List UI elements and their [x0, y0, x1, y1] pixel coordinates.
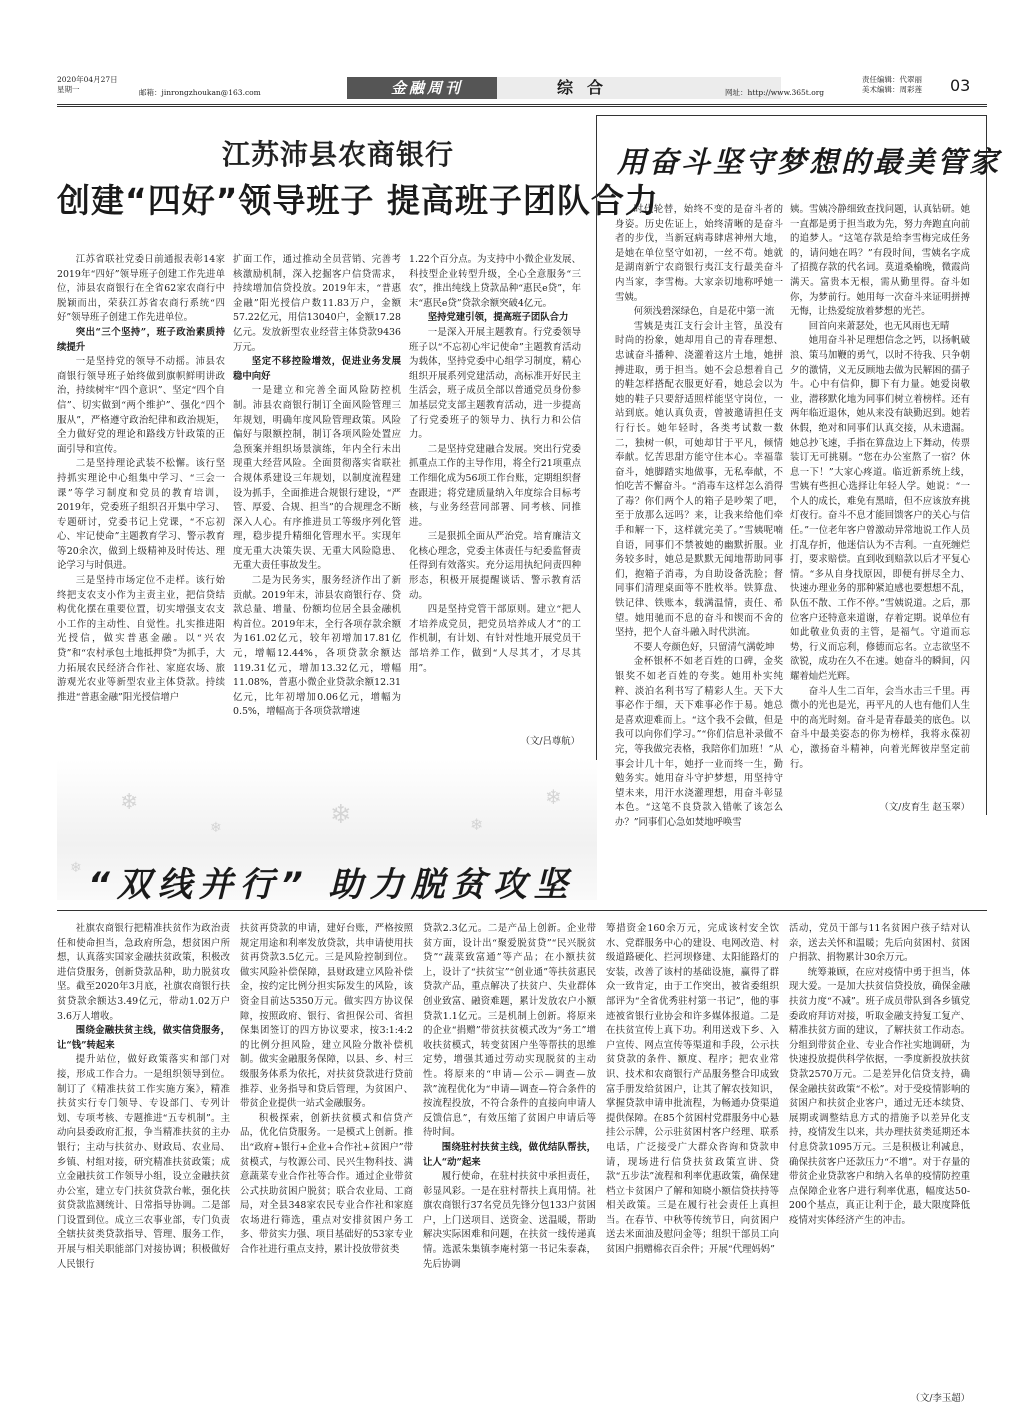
paragraph: 雪姨是夷江支行会计主管，虽没有时尚的扮象，她却用自己的青春理想、忠诚奋斗播种、浇灌着这片土地，她拼搏进取，勇于担当。她不会总想着自己的鞋怎样搭配衣服更好看，她总会以为她的鞋子只要舒适照样能坚守岗位，一站到底。她认真负责，曾被邀请担任支行行长。她年轻时，各类考试数一数二，独树一帜，可她却甘于平凡，倾情奉献。忆苦思甜方能守住本心。幸福靠奋斗，她脚踏实地做事，无私奉献，不怕吃苦不懈奋斗。“消毒车这样怎么消得了毒？你们两个人的箱子是吵架了吧，至于放那么远吗？来，让我来给他们牵手和解一下，这样就完美了。”雪姨呢喃自语，同事们不禁被她的幽默折服。业务较多时，她总是默默无闻地帮助同事们，抱箱子消毒，为自助设备洗脸；督同事们清理桌面等不胜枚举。铁算盘、铁记律、铁账本，载满温情，责任、希望。她用驰而不息的奋斗和锲而不舍的坚持，把个人奋斗融入时代洪流。 [615, 320, 783, 639]
website-text: 网址：http://www.365t.org [725, 88, 825, 97]
paragraph: 一是坚持党的领导不动摇。沛县农商银行领导班子始终做到旗帜鲜明讲政治，持续树牢“四个意识”、坚定“四个自信”、切实做到“两个维护”、强化“四个服从”，严格遵守政治纪律和政治规矩，全力做好党的理论和路线方针政策的正面引导和宣传。 [57, 356, 225, 455]
paragraph: 三是坚持市场定位不走样。该行始终把支农支小作为主责主业，把信贷结构优化摆在重要位置，切实增强支农支小工作的主动性、自觉性。扎实推进阳光授信，做实普惠金融。以“兴农贷”和“农村承包土地抵押贷”为抓手，大力拓展农民经济合作社、家庭农场、旅游观光农业等新型农业主体贷款。持续推进“普惠金融”阳光授信增户 [57, 575, 225, 703]
subheading: 围绕驻村扶贫主线，做优结队帮扶，让人“动”起来 [423, 1141, 596, 1168]
box-border-right [986, 115, 987, 815]
snowflake-icon: ❄ [210, 820, 222, 836]
paragraph: 社旗农商银行把精准扶贫作为政治责任和使命担当，急政府所急，想贫困户所想，认真落实国家金融扶贫政策，积极改进信贷服务，创新贷款品种，助力脱贫攻坚。截至2020年3月底，社旗农商银行扶贫贷款余额达3.49亿元，带动1.02万户3.6万人增收。 [57, 923, 230, 1022]
box-border-top [596, 115, 987, 116]
header-rule [57, 104, 987, 105]
article2-column-2 [790, 203, 970, 772]
paragraph: 扶贫再贷款的申请，建好台账，严格按照规定用途和利率发放贷款，共申请使用扶贫再贷款3.5亿元。三是风险控制到位。做实风险补偿保障，县财政建立风险补偿金，按约定比例分担实际发生的风险，该资金目前达5350万元。做实四方协议保障，按照政府、银行、省担保公司、省担保集团签订的四方协议要求，按3:1:4:2的比例分担风险，建立风险分散补偿机制。做实金融服务保障，以县、乡、村三级服务体系为依托，对扶贫贷款进行贷前推荐、业务指导和贷后管理，为贫困户、带贫企业提供一站式金融服务。 [240, 923, 413, 1110]
subheading: 突出“三个坚持”，班子政治素质持续提升 [57, 326, 225, 353]
paragraph: 回首向来萧瑟处，也无风雨也无晴 [808, 320, 950, 332]
section-title: 综合 [557, 78, 618, 97]
paragraph: 提升站位，做好政策落实和部门对接，形成工作合力。一是组织领导到位。制订了《精准扶贫工作实施方案》，精准扶贫实行专门领导、专设部门、专列计划、专项考核、专题推进“五专机制”。主动向县委政府汇报，争当精准扶贫的主办银行；主动与扶贫办、财政局、农业局、乡镇、村组对接，研究精准扶贫政策；成立金融扶贫工作领导小组，设立金融扶贫办公室，建立专门扶贫贷款台帐，强化扶贫贷款监测统计、日常指导协调。二是部门设置到位。成立三农事业部，专门负责全辖扶贫类贷款指导、管理、服务工作，开展与相关职能部门对接协调；积极做好人民银行 [57, 1054, 230, 1270]
paragraph: 筹措资金160余万元，完成该村安全饮水、党群服务中心的建设、电网改造、村级道路硬化、拦河坝修建、太阳能路灯的安装，改善了该村的基础设施，赢得了群众一致肯定，由于工作突出，被省委组织部评为“全省优秀驻村第一书记”，他的事迹被省银行业协会和许多媒体报道。二是在扶贫宣传上真下功。利用送戏下乡、入户宣传、网点宣传等渠道和手段，公示扶贫贷款的条件、额度、程序；把农业常识、技术和农商银行产品服务整合印成致富手册发给贫困户，让其了解农技知识，掌握贷款申请申批流程，为畅通办贷渠道提供保障。在85个贫困村党群服务中心悬挂公示牌，公示驻贫困村客户经理、联系电话，广泛接受广大群众咨询和贷款申请，现场进行信贷扶贫政策宣讲、贷款“五步法”流程和利率优惠政策，确保建档立卡贫困户了解和知晓小额信贷扶持等相关政策。三是在履行社会责任上真担当。在春节、中秋等传统节日，向贫困户送去米面油及慰问金等；组织干部员工向贫困户捐赠棉衣百余件；开展“代理妈妈” [606, 923, 779, 1256]
paragraph: 积极探索，创新扶贫模式和信贷产品，优化信贷服务。一是模式上创新。推出“政府+银行+企业+合作社+贫困户”带贫模式，与牧源公司、民兴生物科技、满意蔬菜专业合作社等合作。通过企业带贫公式扶助贫困户脱贫；联合农业局、工商局，对全县348家农民专业合作社和家庭农场进行筛选，重点对安排贫困户务工多、带贫实力强、项目基础好的53家专业合作社进行重点支持，累计投放带贫类 [240, 1112, 413, 1256]
article3-title: “双线并行” 助力脱贫攻坚 [88, 865, 575, 905]
weekday-text: 星期一 [57, 85, 80, 94]
paragraph: 姨。雪姨冷静细致查找问题，认真钻研。她一直都是勇于担当敢为先，努力奔跑直向前的追梦人。“这笔存款是给李雪梅完成任务的，请问她在吗？”有段时间，雪姨名字成了招揽存款的代名词。莫道桑榆晚，微霞尚满天。富贵本无根，需从勤里得。奋斗如你，为梦前行。她用每一次奋斗来证明拼搏无悔，让热爱绽放着梦想的光芒。 [790, 204, 970, 318]
article3-column-3 [423, 922, 596, 1272]
article3-column-5 [789, 922, 970, 1228]
date-text: 2020年04月27日 [57, 75, 118, 84]
snowflake-icon: ❄ [470, 815, 484, 834]
article3-column-4 [606, 922, 779, 1258]
paragraph: 贷款2.3亿元。二是产品上创新。企业带贫方面，设计出“聚爱脱贫贷”“民兴脱贫贷”“蔬菜致富通”等产品；在小额扶贫上，设计了“扶贫宝”“创业通”等扶贫惠民贷款产品，重点解决了扶贫户、失业群体创业致富、融资难题，累计发放农户小额贷款1.1亿元。三是机制上创新。将原来的企业“捐赠”带贫扶贫模式改为“务工”增收扶贫模式，转变贫困户坐等帮扶的思维定势，增强其通过劳动实现脱贫的主动性。将原来的“申请—公示—调查—放款”流程优化为“申请—调查—符合条件的按流程投放，不符合条件的直接向申请人反馈信息”，有效压缩了贫困户申请后等待时间。 [423, 923, 596, 1139]
snowflake-icon: ❄ [70, 860, 82, 876]
paragraph: 一是深入开展主题教育。行党委领导班子以“不忘初心牢记使命”主题教育活动为载体，坚持党委中心组学习制度，精心组织开展系列党建活动，高标准开好民主生活会，班子成员全部以普通党员身份参加基层党支部主题教育活动，进一步提高了行党委班子的领导力、执行力和公信力。 [409, 326, 581, 441]
article1-kicker: 江苏沛县农商银行 [222, 138, 455, 171]
article1-column-1 [57, 253, 225, 705]
article3-byline: （文/李玉超） [910, 1393, 970, 1404]
header-rule-thin [57, 106, 987, 107]
paragraph: 金杯银杯不如老百姓的口碑，金奖银奖不如老百姓的夸奖。她用朴实纯粹、淡泊名利书写了精彩人生。天下大事必作于细，天下难事必作于易。她总是喜欢迎难而上。“这个我不会做，但是我可以向你们学习。”“你们信息补录做不完，等我做完表格，我陪你们加班！”从事会计几十年，她抒一业而终一生，勤勉务实。她用奋斗守护梦想，用坚持守望未来，用汗水浇灌理想，用奋斗彰显本色。“这笔不良贷款入错帐了该怎么办？”同事们心急如焚地呼唤雪 [615, 656, 783, 828]
paragraph: 活动，党员干部与11名贫困户孩子结对认亲，送去关怀和温暖；先后向贫困村、贫困户捐款、捐物累计30余万元。 [789, 923, 970, 964]
paragraph: 何须浅碧深绿色，自是花中第一流 [633, 306, 775, 318]
page-header [57, 73, 987, 103]
paragraph: 扩面工作，通过推动全员营销、完善考核激励机制，深入挖掘客户信贷需求，持续增加信贷投放。2019年末，“普惠金融”阳光授信户数11.83万户，金额57.22亿元，用信13040户，金额17.28亿元。发放新型农业经营主体贷款9436万元。 [233, 254, 401, 353]
contact-email: 邮箱：jinrongzhoukan@163.com [139, 88, 261, 97]
paragraph: 二是坚持理论武装不松懈。该行坚持抓实理论中心组集中学习、“三会一课”等学习制度和党员的教育培训，2019年，党委班子组织召开集中学习、专题研讨，党委书记上党课，“不忘初心、牢记使命”主题教育学习、警示教育等20余次，做到上级精神及时传达、理论学习与时俱进。 [57, 458, 225, 572]
subheading: 坚持党建引领，提高班子团队合力 [427, 312, 569, 324]
brand-title: 金融周刊 [390, 79, 463, 97]
issue-date [57, 75, 118, 95]
article2-byline: （文/皮育生 赵玉翠） [879, 802, 970, 813]
article3-column-2 [240, 922, 413, 1258]
paragraph: 江苏省联社党委日前通报表彰14家2019年“四好”领导班子创建工作先进单位，沛县农商银行在全省62家农商行中脱颖而出，荣获江苏省农商行系统“四好”领导班子创建工作先进单位。 [57, 254, 225, 324]
article2-column-1 [615, 203, 783, 831]
article1-title: 创建“四好”领导班子 提高班子团队合力 [57, 181, 659, 220]
editor-credits [862, 75, 922, 95]
paragraph: 1.22个百分点。为支持中小微企业发展、科技型企业转型升级，全心全意服务“三农”，推出纯线上贷款品种“惠民e贷”，年末“惠民e贷”贷款余额突破4亿元。 [409, 254, 581, 309]
paragraph: 二是为民务实，服务经济作出了新贡献。2019年末，沛县农商银行存、贷款总量、增量、份额均位居全县金融机构首位。2019年末，全行各项存款余额为161.02亿元，较年初增加17.81亿元，增幅12.44%，各项贷款余额达119.31亿元，增加13.32亿元，增幅11.08%，普惠小微企业贷款余额12.31亿元，比年初增加0.06亿元，增幅为0.5%，增幅高于各项贷款增速 [233, 575, 401, 718]
paragraph: 四是坚持党管干部原则。建立“把人才培养成党员，把党员培养成人才”的工作机制，有计划、有针对性地开展党员干部培养工作，做到“人尽其才，才尽其用”。 [409, 604, 581, 674]
paragraph: 奋斗人生二百年，会当水击三千里。再微小的光也是光，再平凡的人也有他们人生中的高光时刻。奋斗是青春最美的底色。以奋斗中最美姿态的你为榜样，我将永葆初心，激扬奋斗精神，向着光辉彼岸坚定前行。 [790, 685, 970, 770]
article1-column-2 [233, 253, 401, 720]
article1-byline: （文/吕尊航） [520, 736, 580, 747]
paragraph: 二是坚持党建融合发展。突出行党委抓重点工作的主导作用，将全行21项重点工作细化成为56项工作台账，定期组织督查跟进；将党建质量纳入年度综合目标考核，与业务经营同部署、同考核、同推进。 [409, 443, 581, 528]
snowflake-icon: ❄ [545, 785, 562, 809]
editor-text: 责任编辑：代翠丽 [862, 75, 922, 84]
paragraph: 她用奋斗补足理想信念之钙，以扬帆破浪、策马加鞭的勇气，以时不待我、只争朝夕的激情，义无反顾地去做为民解困的孺子牛。心中有信仰，脚下有力量。她爱岗敬业，潜移默化地为同事们树立着榜样。还有两年临近退休，她从来没有缺勤迟到。她若休假，绝对和同事们认真交接，从未遗漏。她总抄飞速，手指在算盘边上下舞动，传票装订无可挑剔。“您在办公室熬了一宿？休息一下！”大家心疼道。临近新系统上线，雪姨有些担心选择让年轻人学。她说：“一个人的成长，难免有黑暗，但不应该放弃挑灯夜行。奋斗不息才能回馈客户的关心与信任。”一位老年客户曾激动异常地说工作人员打乱存折，他迷信认为不吉利。一直死缠烂打，要求赔偿。直到收到赔款以后才平复心情。“多从自身找原因，即便有拼尽全力、快速办理业务的那种紧迫感也要想想不乱，队伍不散、工作不停。”雪姨说道。之后，那位客户还特意来道谢，存着定期。说单位有如此敬业负责的主管，是福气。守道而忘势，行义而忘利，修德而忘名。立志欲坚不欲锐，成功在久不在速。她奋斗的瞬间，闪耀着灿烂光辉。 [790, 335, 970, 682]
snowflake-icon: ❄ [120, 790, 139, 815]
article2-title: 用奋斗坚守梦想的最美管家 [617, 145, 1002, 179]
article3-column-1 [57, 922, 230, 1272]
paragraph: 不要人夸颜色好，只留清气满乾坤 [633, 641, 775, 653]
paragraph: 一是建立和完善全面风险防控机制。沛县农商银行制订全面风险管理三年规划，明确年度风险管理政策。风险偏好与限额控制，制订各项风险处置应急预案并组织场景演练，年内全行未出现重大经营风险。全面贯彻落实省联社合规体系建设三年规划，以制度流程建设为抓手，全面推进合规银行建设，“严管、厚爱、合规、担当”的合规理念不断深入人心。有序推进员工等级序列化管理，稳步提升精细化管理水平。实现年度无重大决策失误、无重大风险隐患、无重大责任事故发生。 [233, 385, 401, 572]
box-border-left [596, 115, 597, 815]
paragraph: 统筹兼顾，在应对疫情中勇于担当，体现大爱。一是加大扶贫信贷投放，确保金融扶贫力度“不减”。班子成员带队到各乡镇党委政府拜访对接，听取金融支持复工复产、精准扶贫方面的建议，了解扶贫工作动态。分组到带贫企业、专业合作社实地调研，为快速投放提供科学依据，一季度新投放扶贫贷款2570万元。二是差异化信贷支持，确保金融扶贫政策“不松”。对于受疫情影响的贫困户和扶贫企业客户，通过无还本续贷、展期或调整结息方式的措施予以差异化支持，疫情发生以来，共办理扶贫类延期还本付息贷款1095万元。三是积极让利减息，确保扶贫客户还款压力“不增”。对于存量的带贫企业贷款客户和纳入名单的疫情防控重点保障企业客户进行利率优惠，幅度达50-200个基点，真正让利于企，最大限度降低疫情对实体经济产生的冲击。 [789, 966, 970, 1226]
article3-rule [57, 910, 987, 911]
snowflake-icon: ❄ [330, 800, 352, 830]
paragraph: 履行使命，在驻村扶贫中承担责任，彰显风彩。一是在驻村帮扶上真用情。社旗农商银行37名党员先锋分包133户贫困户，上门送项目、送资金、送温暖，帮助解决实际困难和问题，在扶贫一线传递真情。选派朱集镇李庵村第一书记朱泰森，先后协调 [423, 1171, 596, 1270]
subheading: 坚定不移控险增效，促进业务发展稳中向好 [233, 356, 401, 382]
subheading: 围绕金融扶贫主线，做实信贷服务，让“钱”转起来 [57, 1025, 230, 1051]
article1-column-3 [409, 253, 581, 676]
paragraph: 时代轮替，始终不变的是奋斗者的身姿。历史佐证上，始终清晰的是奋斗者的步伐，当新冠病毒肆虐神州大地，是她在单位坚守如初，一丝不苟。她就是湖南新宁农商银行夷江支行最美奋斗内当家，李雪梅。大家亲切地称呼她一雪姨。 [615, 204, 783, 303]
art-editor-text: 美术编辑：周彩莲 [862, 85, 922, 94]
page-number: 03 [950, 76, 971, 95]
paragraph: 三是狠抓全面从严治党。培育廉洁文化核心理念，党委主体责任与纪委监督责任得到有效落实。充分运用执纪问责四种形态，积极开展提醒谈话、警示教育活动。 [409, 531, 581, 601]
